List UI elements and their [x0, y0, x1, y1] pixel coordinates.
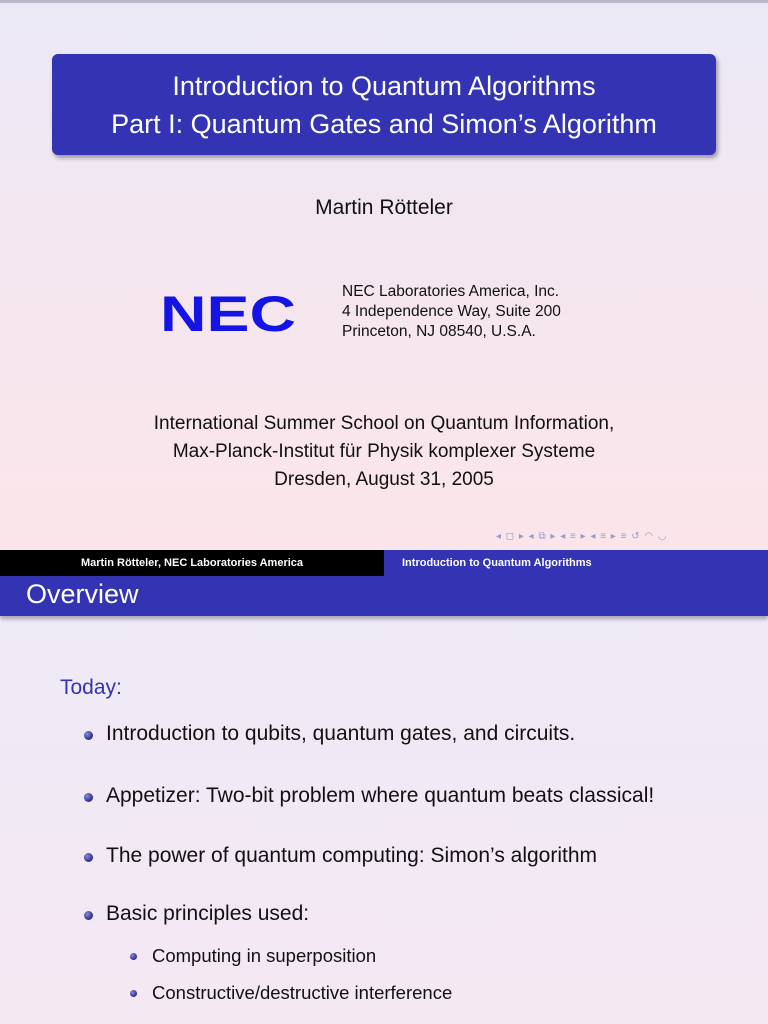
affiliation: [342, 282, 561, 342]
bullet-icon: [84, 853, 93, 862]
sub-list-item-text: Computing in superposition: [152, 945, 377, 966]
bullet-icon: [84, 793, 93, 802]
frame-title: Overview: [26, 579, 139, 609]
footer-author: Martin Rötteler, NEC Laboratories America: [0, 550, 384, 576]
bullet-icon: [84, 731, 93, 740]
event-line-2: Max-Planck-Institut für Physik komplexer Systeme: [172, 441, 596, 462]
overview-slide: [0, 576, 768, 1024]
nec-logo-text: NEC: [160, 286, 296, 342]
author-name: Martin Rötteler: [315, 196, 453, 219]
footer-title: Introduction to Quantum Algorithms: [384, 550, 768, 576]
bullet-icon: [130, 990, 137, 997]
affiliation-line-2: 4 Independence Way, Suite 200: [342, 303, 561, 320]
bullet-icon: [84, 911, 93, 920]
list-item-text: Appetizer: Two-bit problem where quantum beats classical!: [106, 784, 655, 807]
list-item-text: The power of quantum computing: Simon’s algorithm: [106, 844, 598, 867]
beamer-navigation-icons[interactable]: ◂ ◻ ▸ ◂ ⧉ ▸ ◂ ≡ ▸ ◂ ≡ ▸ ≡ ↺ ◠ ◡: [496, 531, 668, 542]
slide-footer: [0, 550, 768, 576]
title-box: [52, 54, 716, 155]
affiliation-line-1: NEC Laboratories America, Inc.: [342, 283, 560, 300]
event-line-3: Dresden, August 31, 2005: [274, 469, 494, 490]
top-border: [0, 0, 768, 3]
frame-title-bar: [0, 576, 768, 616]
nec-logo: [160, 284, 300, 344]
affiliation-line-3: Princeton, NJ 08540, U.S.A.: [342, 323, 536, 340]
block-title: Today:: [60, 676, 122, 699]
list-item-text: Basic principles used:: [106, 902, 310, 925]
sub-list-item-text: Constructive/destructive interference: [152, 982, 453, 1003]
list-item-text: Introduction to qubits, quantum gates, and circuits.: [106, 722, 576, 745]
title-line-1: Introduction to Quantum Algorithms: [172, 70, 596, 101]
title-line-2: Part I: Quantum Gates and Simon’s Algorithm: [111, 108, 657, 139]
event-line-1: International Summer School on Quantum Information,: [153, 413, 615, 434]
bullet-icon: [130, 953, 137, 960]
event-info: [0, 410, 768, 494]
